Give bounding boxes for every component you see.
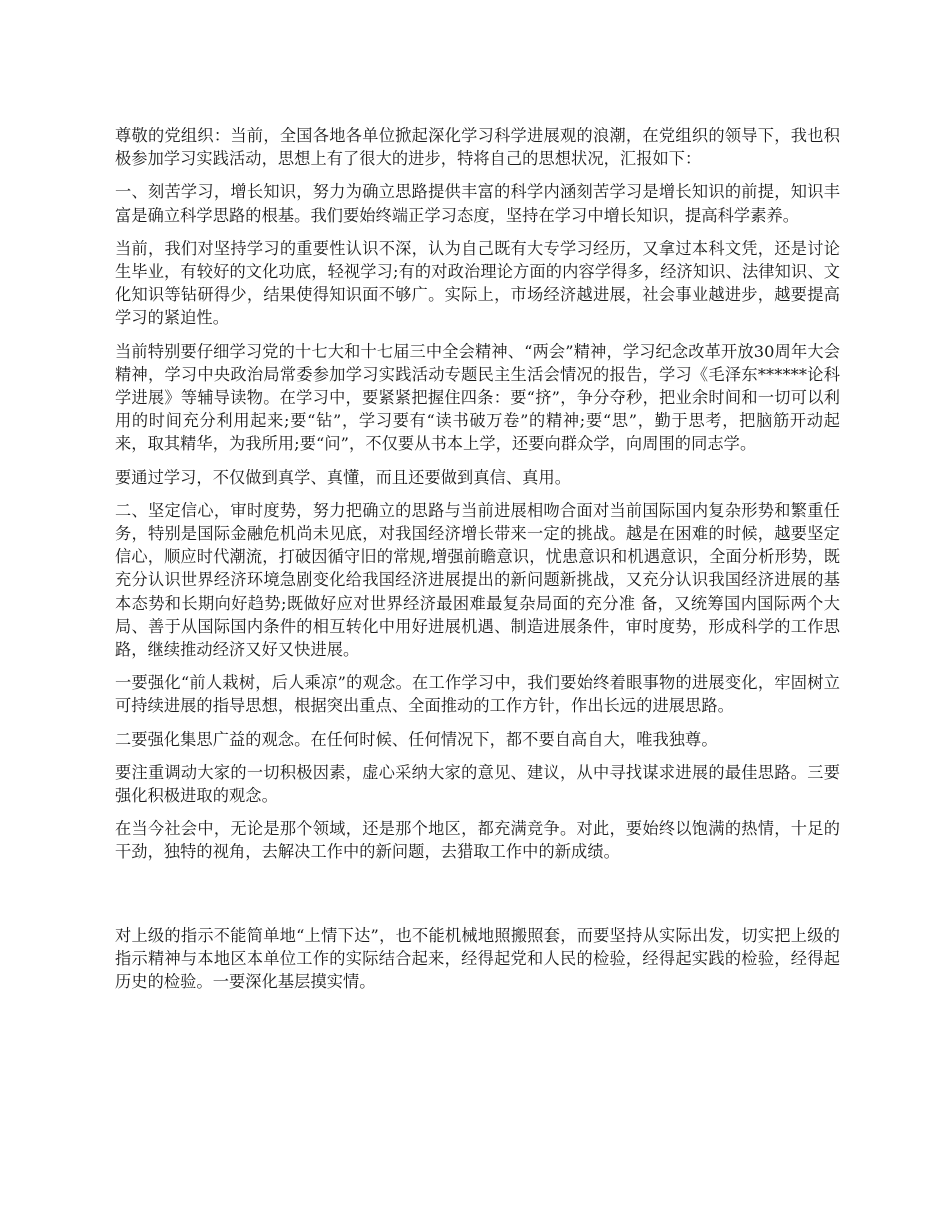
document-body bbox=[115, 124, 840, 1003]
section-gap bbox=[115, 874, 840, 924]
paragraph: 当前特别要仔细学习党的十七大和十七届三中全会精神、“两会”精神，学习纪念改革开放30周年大会精神，学习中央政治局常委参加学习实践活动专题民主生活会情况的报告，学习《毛泽东******论科学进展》等辅导读物。在学习中，要紧紧把握住四条：要“挤”，争分夺秒，把业余时间和一切可以利用的时间充分利用起来;要“钻”，学习要有“读书破万卷”的精神;要“思”，勤于思考，把脑筋开动起来，取其精华，为我所用;要“问”，不仅要从书本上学，还要向群众学，向周围的同志学。 bbox=[115, 341, 840, 454]
paragraph: 在当今社会中，无论是那个领域，还是那个地区，都充满竞争。对此，要始终以饱满的热情，十足的干劲，独特的视角，去解决工作中的新问题，去猎取工作中的新成绩。 bbox=[115, 819, 840, 862]
paragraph: 要通过学习，不仅做到真学、真懂，而且还要做到真信、真用。 bbox=[115, 467, 572, 487]
paragraph-section-two: 二、坚定信心，审时度势，努力把确立的思路与当前进展相吻合面对当前国际国内复杂形势和繁重任务，特别是国际金融危机尚未见底，对我国经济增长带来一定的挑战。越是在困难的时候，越要坚定信心，顺应时代潮流，打破因循守旧的常规,增强前瞻意识，忧患意识和机遇意识，全面分析形势，既充分认识世界经济环境急剧变化给我国经济进展提出的新问题新挑战，又充分认识我国经济进展的基本态势和长期向好趋势;既做好应对世界经济最困难最复杂局面的充分准 备，又统筹国内国际两个大局、善于从国际国内条件的相互转化中用好进展机遇、制造进展条件，审时度势，形成科学的工作思路，继续推动经济又好又快进展。 bbox=[115, 500, 840, 660]
paragraph-salutation: 尊敬的党组织：当前，全国各地各单位掀起深化学习科学进展观的浪潮，在党组织的领导下，我也积极参加学习实践活动，思想上有了很大的进步，特将自己的思想状况，汇报如下： bbox=[115, 126, 840, 169]
paragraph: 当前，我们对坚持学习的重要性认识不深，认为自己既有大专学习经历，又拿过本科文凭，还是讨论生毕业，有较好的文化功底，轻视学习;有的对政治理论方面的内容学得多，经济知识、法律知识、文化知识等钻研得少，结果使得知识面不够广。实际上，市场经济越进展，社会事业越进步，越要提高学习的紧迫性。 bbox=[115, 238, 840, 328]
paragraph: 对上级的指示不能简单地“上情下达”，也不能机械地照搬照套，而要坚持从实际出发，切实把上级的指示精神与本地区本单位工作的实际结合起来，经得起党和人民的检验，经得起实践的检验，经得起历史的检验。一要深化基层摸实情。 bbox=[115, 925, 840, 992]
paragraph: 要注重调动大家的一切积极因素，虚心采纳大家的意见、建议，从中寻找谋求进展的最佳思路。三要强化积极进取的观念。 bbox=[115, 762, 840, 806]
paragraph-section-one: 一、刻苦学习，增长知识，努力为确立思路提供丰富的科学内涵刻苦学习是增长知识的前提，知识丰富是确立科学思路的根基。我们要始终端正学习态度，坚持在学习中增长知识，提高科学素养。 bbox=[115, 182, 840, 225]
paragraph: 一要强化“前人栽树，后人乘凉”的观念。在工作学习中，我们要始终着眼事物的进展变化，牢固树立可持续进展的指导思想，根据突出重点、全面推动的工作方针，作出长远的进展思路。 bbox=[115, 673, 840, 716]
paragraph: 二要强化集思广益的观念。在任何时候、任何情况下，都不要自高自大，唯我独尊。 bbox=[115, 729, 718, 749]
